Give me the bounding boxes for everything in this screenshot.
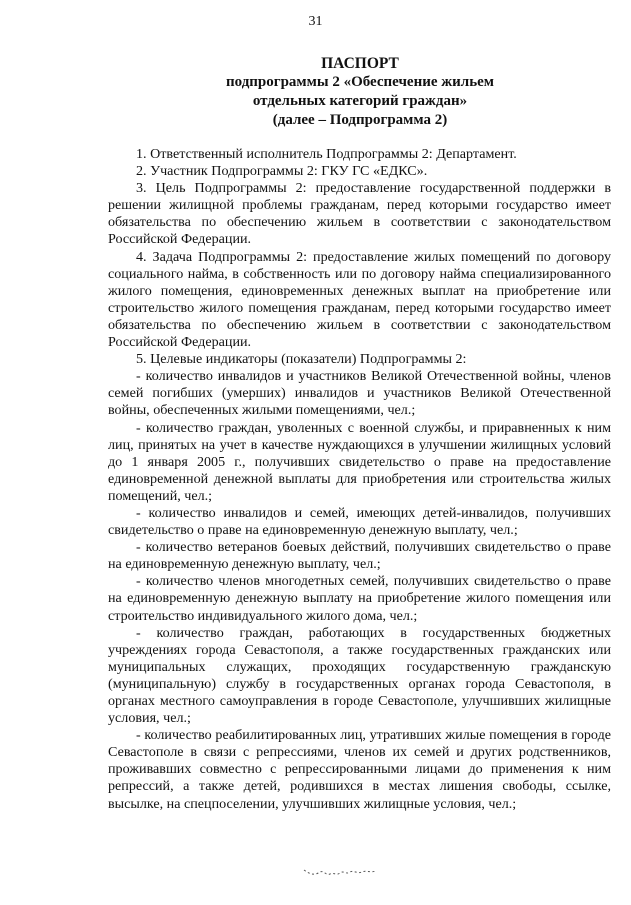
indicator-item: - количество ветеранов боевых действий, получивших свидетельство о праве на единовременную денежную выплату, чел.; <box>108 539 611 573</box>
document-title <box>0 54 631 130</box>
paragraph-task: 4. Задача Подпрограммы 2: предоставление жилых помещений по договору социального найма, в собственность или по договору найма специализированного жилого помещения, единовременных денежных выплат на приобретение или строительство жилого помещения гражданам, перед которыми государство имеет обязательства по обеспечению жильем в соответствии с законодательством Российской Федерации. <box>108 248 611 351</box>
paragraph-goal: 3. Цель Подпрограммы 2: предоставление государственной поддержки в решении жилищной проблемы гражданам, перед которыми государство имеет обязательства по обеспечению жильем в соответствии с законодательством Российской Федерации. <box>108 180 611 248</box>
indicator-item: - количество граждан, работающих в государственных бюджетных учреждениях города Севастополя, а также государственных гражданских или муниципальных служащих, проходящих государственную гражданскую (муниципальную) службу в государственных органах города Севастополя, в органах местного самоуправления в городе Севастополе, улучшивших жилищные условия, чел.; <box>108 624 611 727</box>
title-line-3: отдельных категорий граждан» <box>252 93 468 109</box>
paragraph-responsible-executor: 1. Ответственный исполнитель Подпрограммы 2: Департамент. <box>136 146 517 162</box>
indicator-item: - количество инвалидов и участников Великой Отечественной войны, членов семей погибших (умерших) инвалидов и участников Великой Отечественной войны, обеспеченных жилыми помещениями, чел.; <box>108 368 611 419</box>
title-line-2: подпрограммы 2 «Обеспечение жильем <box>225 74 495 90</box>
handwritten-signature <box>300 858 380 884</box>
indicator-item: - количество граждан, уволенных с военной службы, и приравненных к ним лиц, принятых на учет в качестве нуждающихся в улучшении жилищных условий до 1 января 2005 г., получивших свидетельство о праве на предоставление единовременной денежной выплаты для приобретения или строительства жилых помещений, чел.; <box>108 419 611 504</box>
paragraph-indicators-heading: 5. Целевые индикаторы (показатели) Подпрограммы 2: <box>136 351 467 368</box>
title-line-4: (далее – Подпрограмма 2) <box>272 112 448 128</box>
indicator-item: - количество членов многодетных семей, получивших свидетельство о праве на единовременную денежную выплату на приобретение жилого помещения или строительство индивидуального жилого дома, чел.; <box>108 573 611 624</box>
paragraph-participant: 2. Участник Подпрограммы 2: ГКУ ГС «ЕДКС». <box>136 163 428 180</box>
indicator-item: - количество инвалидов и семей, имеющих детей-инвалидов, получивших свидетельство о праве на единовременную денежную выплату, чел.; <box>108 504 611 539</box>
indicator-item: - количество реабилитированных лиц, утративших жилые помещения в городе Севастополе в связи с репрессиями, членов их семей и других родственников, проживавших совместно с репрессированными лицами до применения к ним репрессий, а также детей, родившихся в местах лишения свободы, ссылке, высылке, на спецпоселении, улучшивших жилищные условия, чел.; <box>108 727 611 812</box>
document-body <box>108 146 611 813</box>
page-number: 31 <box>308 14 323 29</box>
title-line-1: ПАСПОРТ <box>321 55 399 72</box>
